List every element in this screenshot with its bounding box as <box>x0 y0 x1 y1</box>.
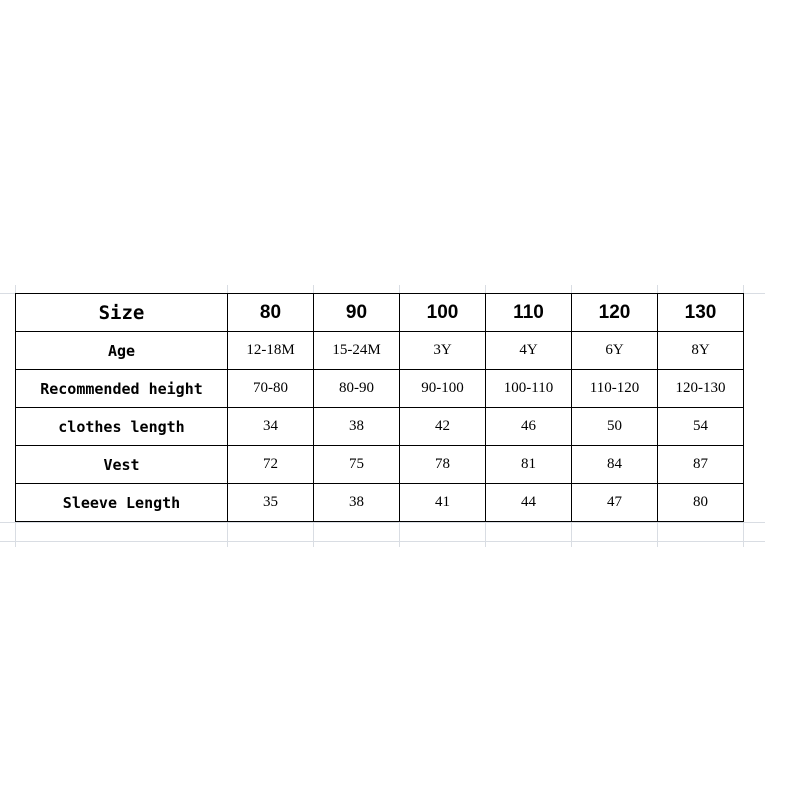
table-cell: 80 <box>658 484 744 522</box>
table-cell: 6Y <box>572 332 658 370</box>
table-cell: 42 <box>400 408 486 446</box>
table-cell: 100-110 <box>486 370 572 408</box>
header-size-cell: 110 <box>486 294 572 332</box>
table-cell: 46 <box>486 408 572 446</box>
table-cell: 110-120 <box>572 370 658 408</box>
row-label-age: Age <box>16 332 228 370</box>
table-cell: 38 <box>314 484 400 522</box>
table-cell: 4Y <box>486 332 572 370</box>
gridline <box>0 541 765 542</box>
table-row-age <box>16 332 744 370</box>
table-cell: 87 <box>658 446 744 484</box>
table-row-clothes-length <box>16 408 744 446</box>
table-cell: 47 <box>572 484 658 522</box>
header-size-cell: 120 <box>572 294 658 332</box>
row-label-recommended-height: Recommended height <box>16 370 228 408</box>
table-cell: 84 <box>572 446 658 484</box>
header-size-cell: 80 <box>228 294 314 332</box>
table-cell: 54 <box>658 408 744 446</box>
table-row-sleeve-length <box>16 484 744 522</box>
table-cell: 70-80 <box>228 370 314 408</box>
table-cell: 34 <box>228 408 314 446</box>
row-label-sleeve-length: Sleeve Length <box>16 484 228 522</box>
table-cell: 72 <box>228 446 314 484</box>
header-size-cell: 130 <box>658 294 744 332</box>
table-cell: 90-100 <box>400 370 486 408</box>
table-cell: 120-130 <box>658 370 744 408</box>
table-cell: 35 <box>228 484 314 522</box>
table-row-recommended-height <box>16 370 744 408</box>
header-size-cell: 90 <box>314 294 400 332</box>
table-cell: 3Y <box>400 332 486 370</box>
table-cell: 50 <box>572 408 658 446</box>
table-cell: 80-90 <box>314 370 400 408</box>
table-cell: 8Y <box>658 332 744 370</box>
table-cell: 12-18M <box>228 332 314 370</box>
table-cell: 78 <box>400 446 486 484</box>
row-label-vest: Vest <box>16 446 228 484</box>
gridline <box>0 522 765 523</box>
table-cell: 15-24M <box>314 332 400 370</box>
table-cell: 41 <box>400 484 486 522</box>
header-size-cell: 100 <box>400 294 486 332</box>
size-chart-table <box>15 293 744 522</box>
row-label-clothes-length: clothes length <box>16 408 228 446</box>
table-header-row <box>16 294 744 332</box>
header-label-size: Size <box>16 294 228 332</box>
table-cell: 81 <box>486 446 572 484</box>
table-cell: 44 <box>486 484 572 522</box>
table-cell: 38 <box>314 408 400 446</box>
table-row-vest <box>16 446 744 484</box>
table-cell: 75 <box>314 446 400 484</box>
